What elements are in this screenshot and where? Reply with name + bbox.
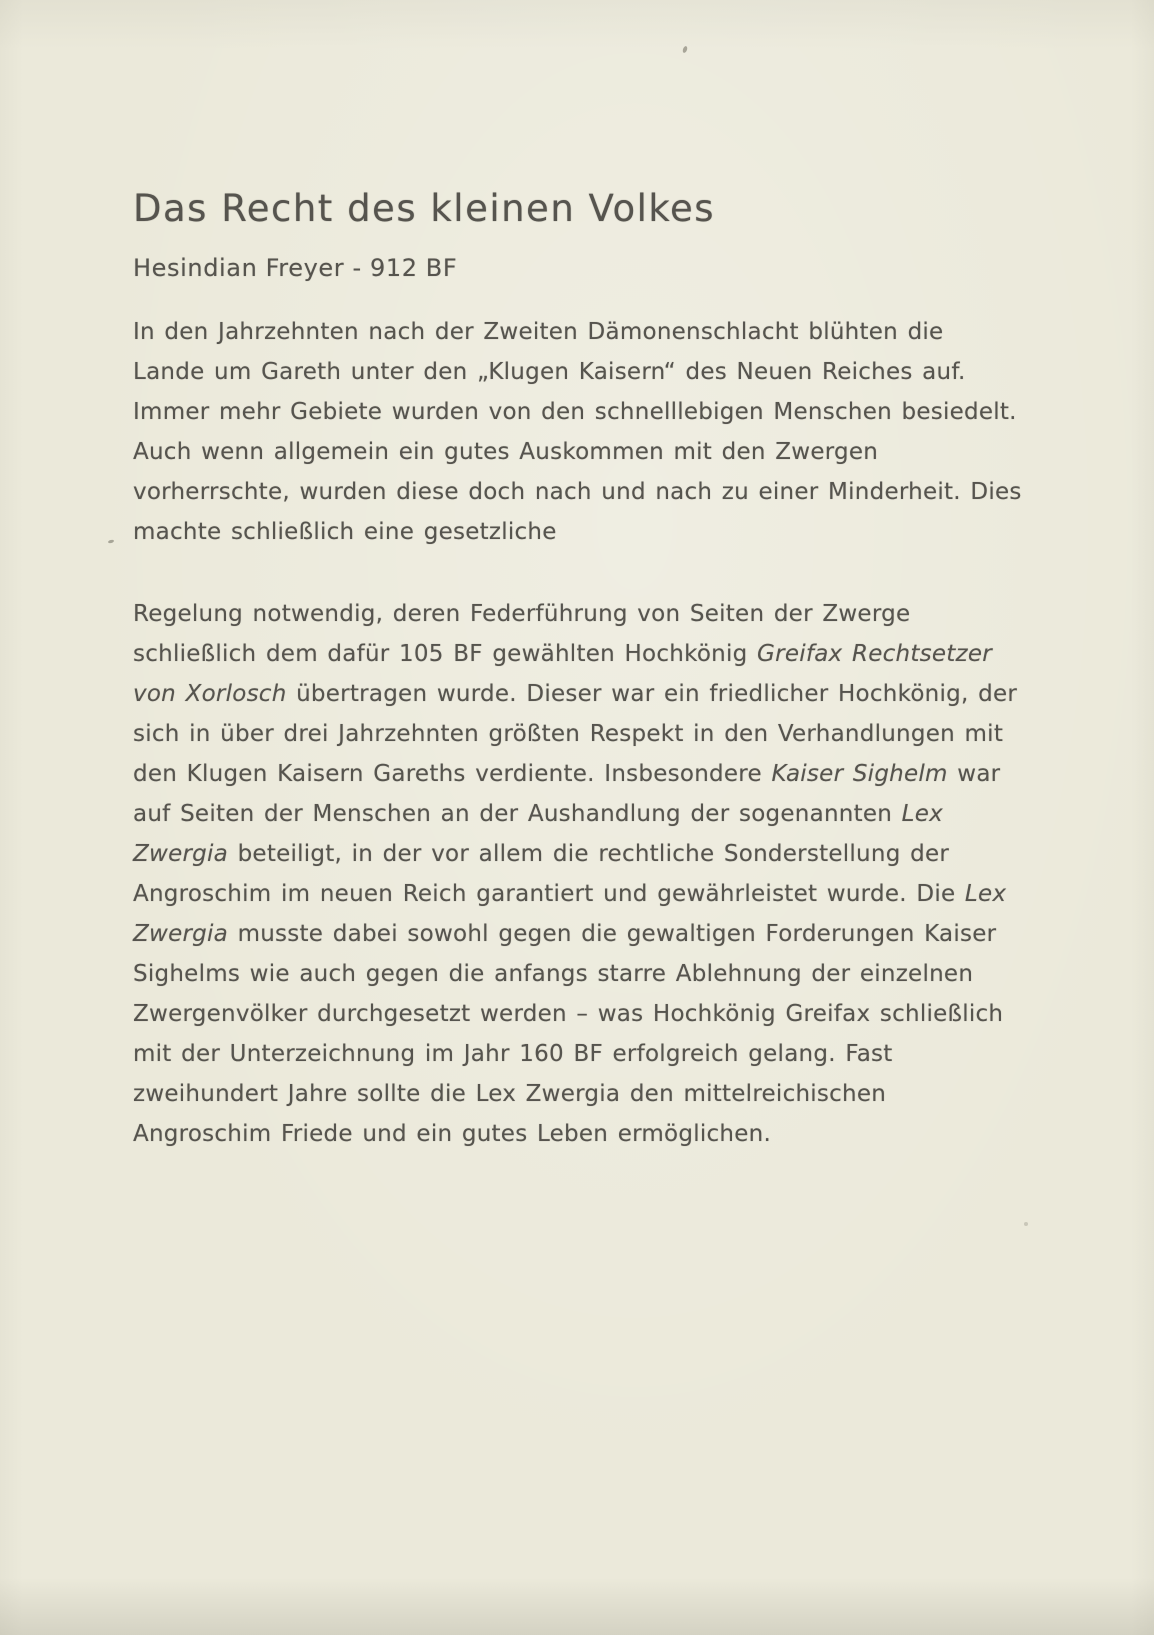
text-segment: Angroschim Friede und ein gutes Leben ermöglichen. [133, 1121, 772, 1148]
text-segment: sich in über drei Jahrzehnten größten Respekt in den Verhandlungen mit [133, 721, 1004, 748]
text-line [133, 312, 1093, 352]
text-line [133, 594, 1093, 634]
text-line [133, 914, 1093, 954]
emphasized-text: Greifax Rechtsetzer [757, 641, 992, 668]
text-segment: Regelung notwendig, deren Federführung von Seiten der Zwerge [133, 601, 911, 628]
text-segment: Zwergenvölker durchgesetzt werden – was Hochkönig Greifax schließlich [133, 1001, 1004, 1028]
text-segment: war [947, 761, 1001, 788]
text-line [133, 352, 1093, 392]
text-segment: zweihundert Jahre sollte die Lex Zwergia den mittelreichischen [133, 1081, 887, 1108]
text-line [133, 634, 1093, 674]
text-segment: musste dabei sowohl gegen die gewaltigen Forderungen Kaiser [228, 921, 997, 948]
text-segment: In den Jahrzehnten nach der Zweiten Dämonenschlacht blühten die [133, 319, 944, 346]
text-line [133, 392, 1093, 432]
text-segment: machte schließlich eine gesetzliche [133, 519, 557, 546]
byline: Hesindian Freyer - 912 BF [133, 254, 458, 283]
page-title: Das Recht des kleinen Volkes [133, 187, 716, 230]
scan-speck [108, 539, 115, 543]
text-line [133, 1034, 1093, 1074]
text-segment: beteiligt, in der vor allem die rechtliche Sonderstellung der [228, 841, 950, 868]
text-line [133, 472, 1093, 512]
scan-speck [1024, 1222, 1028, 1226]
text-segment: übertragen wurde. Dieser war ein friedlicher Hochkönig, der [286, 681, 1018, 708]
text-line [133, 994, 1093, 1034]
text-line [133, 714, 1093, 754]
emphasized-text: Zwergia [133, 841, 229, 868]
paragraph [133, 594, 1093, 1154]
text-segment: auf Seiten der Menschen an der Aushandlung der sogenannten [133, 801, 902, 828]
text-line [133, 1114, 1093, 1154]
emphasized-text: Lex [901, 801, 943, 828]
text-line [133, 754, 1093, 794]
text-segment: Auch wenn allgemein ein gutes Auskommen mit den Zwergen [133, 439, 879, 466]
scan-speck [682, 46, 688, 54]
text-line [133, 512, 1093, 552]
text-line [133, 794, 1093, 834]
text-segment: Immer mehr Gebiete wurden von den schnelllebigen Menschen besiedelt. [133, 399, 1017, 426]
page-content [133, 186, 1093, 1196]
text-line [133, 432, 1093, 472]
text-segment: Angroschim im neuen Reich garantiert und gewährleistet wurde. Die [133, 881, 965, 908]
text-line [133, 1074, 1093, 1114]
text-segment: Sighelms wie auch gegen die anfangs starre Ablehnung der einzelnen [133, 961, 974, 988]
emphasized-text: Zwergia [133, 921, 229, 948]
emphasized-text: Kaiser Sighelm [771, 761, 948, 788]
text-line [133, 954, 1093, 994]
text-segment: schließlich dem dafür 105 BF gewählten Hochkönig [133, 641, 758, 668]
text-segment: den Klugen Kaisern Gareths verdiente. Insbesondere [133, 761, 772, 788]
text-line [133, 834, 1093, 874]
text-segment: Lande um Gareth unter den „Klugen Kaisern“ des Neuen Reiches auf. [133, 359, 966, 386]
text-line [133, 674, 1093, 714]
emphasized-text: Lex [964, 881, 1007, 908]
emphasized-text: von Xorlosch [133, 681, 287, 708]
body-text [133, 312, 1093, 1154]
paragraph [133, 312, 1093, 552]
text-line [133, 874, 1093, 914]
text-segment: mit der Unterzeichnung im Jahr 160 BF erfolgreich gelang. Fast [133, 1041, 893, 1068]
text-segment: vorherrschte, wurden diese doch nach und nach zu einer Minderheit. Dies [133, 479, 1022, 506]
